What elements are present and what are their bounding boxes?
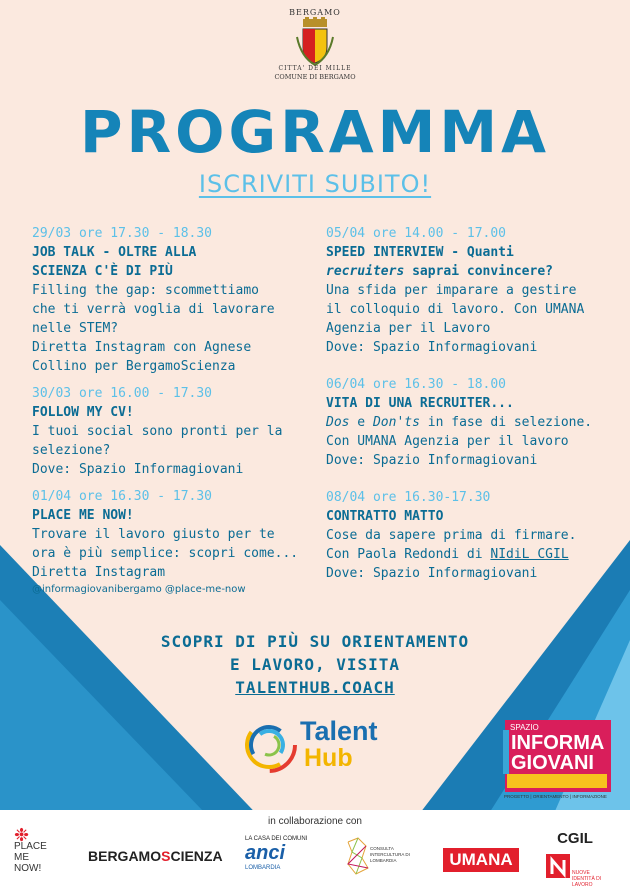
bgs-part: CIENZA xyxy=(170,848,223,864)
event-name: FOLLOW MY CV! xyxy=(32,405,134,420)
event-desc: Dove: Spazio Informagiovani xyxy=(326,566,538,581)
event-name-line2 xyxy=(326,262,598,281)
event-name-rest: saprai convincere? xyxy=(404,264,553,279)
talent-hub-line2: Hub xyxy=(304,744,353,772)
event-desc: Dove: Spazio Informagiovani xyxy=(32,462,244,477)
place-me-now-icon: ❉ xyxy=(14,825,30,845)
event-date: 05/04 ore 14.00 - 17.00 xyxy=(326,226,507,241)
cgil-nidil-logo xyxy=(544,830,606,890)
event-desc: Con UMANA Agenzia per il lavoro xyxy=(326,434,569,449)
desc-text: Con Paola Redondi di xyxy=(326,547,491,562)
event-desc: Cose da sapere prima di firmare. xyxy=(326,528,577,543)
informagiovani-tagline: PROGETTO | ORIENTAMENTO | INFORMAZIONE xyxy=(504,794,607,799)
subscribe-link[interactable]: ISCRIVITI SUBITO! xyxy=(198,170,432,198)
bgs-part: BERGAMO xyxy=(88,848,162,864)
event-name: JOB TALK - OLTRE ALLA xyxy=(32,245,197,260)
informagiovani-line1: INFORMA xyxy=(511,732,605,754)
event-name: VITA DI UNA RECRUITER... xyxy=(326,396,514,411)
comune-bergamo-crest xyxy=(268,8,362,81)
event-desc: Collino per BergamoScienza xyxy=(32,359,236,374)
event-date: 01/04 ore 16.30 - 17.30 xyxy=(32,489,213,504)
event-desc: Dove: Spazio Informagiovani xyxy=(326,453,538,468)
event-desc: nelle STEM? xyxy=(32,321,119,336)
event-desc: Dove: Spazio Informagiovani xyxy=(326,340,538,355)
event-desc-line2 xyxy=(326,545,598,564)
cgil-sub: NUOVE IDENTITÀ DI LAVORO xyxy=(572,870,602,888)
cta-line: SCOPRI DI PIÙ SU ORIENTAMENTO xyxy=(160,632,470,651)
events-column-left xyxy=(32,224,304,606)
nidil-icon xyxy=(546,850,572,880)
cgil-text: CGIL xyxy=(557,830,593,847)
informagiovani-line2: GIOVANI xyxy=(511,752,594,774)
placeme-line: NOW! xyxy=(14,863,42,874)
event-desc: Filling the gap: scommettiamo xyxy=(32,283,259,298)
event-desc: il colloquio di lavoro. Con UMANA xyxy=(326,302,585,317)
event-desc: Diretta Instagram con Agnese xyxy=(32,340,252,355)
event-date: 06/04 ore 16.30 - 18.00 xyxy=(326,377,507,392)
desc-text: e xyxy=(349,415,373,430)
event-desc: che ti verrà voglia di lavorare xyxy=(32,302,275,317)
event-desc: selezione? xyxy=(32,443,111,458)
bgs-part: S xyxy=(161,848,171,864)
event-desc-line1 xyxy=(326,413,598,432)
bergamoscienza-logo xyxy=(88,848,223,864)
anci-lombardia-logo xyxy=(245,836,319,874)
event-name: SCIENZA C'È DI PIÙ xyxy=(32,264,173,279)
informagiovani-logo xyxy=(505,720,611,792)
talent-hub-line1: Talent xyxy=(300,716,378,746)
desc-italic: Dos xyxy=(326,415,350,430)
collaboration-label: in collaborazione con xyxy=(268,816,362,827)
event-desc: Trovare il lavoro giusto per te xyxy=(32,527,275,542)
event-name: SPEED INTERVIEW - Quanti xyxy=(326,245,514,260)
talenthub-link[interactable]: TALENTHUB.COACH xyxy=(235,678,395,697)
partner-logos xyxy=(0,826,630,891)
event-name: PLACE ME NOW! xyxy=(32,508,134,523)
anci-small: LA CASA DEI COMUNI xyxy=(245,836,308,842)
desc-italic: Don'ts xyxy=(372,415,420,430)
event-desc: Agenzia per il Lavoro xyxy=(326,321,491,336)
events-column-right xyxy=(326,224,598,591)
event-desc: I tuoi social sono pronti per la xyxy=(32,424,283,439)
anci-lomb: LOMBARDIA xyxy=(245,865,281,871)
event-desc: ora è più semplice: scopri come... xyxy=(32,546,299,561)
placeme-line: PLACE xyxy=(14,841,47,852)
event-contratto-matto xyxy=(326,488,598,583)
nidil-cgil-link[interactable]: NIdiL CGIL xyxy=(490,547,569,562)
coat-of-arms-icon xyxy=(295,17,335,67)
event-job-talk xyxy=(32,224,304,376)
consulta-network-icon xyxy=(344,836,370,876)
informagiovani-spazio: SPAZIO xyxy=(510,723,539,732)
umana-logo: UMANA xyxy=(443,848,519,872)
talent-hub-swirl-icon xyxy=(238,712,300,774)
desc-text: in fase di selezione. xyxy=(419,415,593,430)
instagram-handles[interactable]: @informagiovanibergamo @place-me-now xyxy=(32,584,246,595)
crest-motto: CITTA' DEI MILLE xyxy=(278,65,352,72)
event-vita-recruiter xyxy=(326,375,598,470)
consulta-logo xyxy=(344,836,420,876)
event-name: CONTRATTO MATTO xyxy=(326,509,444,524)
event-place-me-now xyxy=(32,487,304,598)
event-desc: Una sfida per imparare a gestire xyxy=(326,283,577,298)
event-speed-interview xyxy=(326,224,598,357)
event-follow-my-cv xyxy=(32,384,304,479)
informagiovani-yellow-band xyxy=(507,774,607,788)
talent-hub-logo xyxy=(238,712,398,774)
comune-label: COMUNE DI BERGAMO xyxy=(274,73,356,81)
event-name-italic: recruiters xyxy=(326,264,405,279)
consulta-text: CONSULTA INTERCULTURA DI LOMBARDIA xyxy=(370,846,410,863)
placeme-line: ME xyxy=(14,852,29,863)
call-to-action xyxy=(0,630,630,699)
event-date: 29/03 ore 17.30 - 18.30 xyxy=(32,226,213,241)
event-desc: Diretta Instagram xyxy=(32,565,166,580)
informagiovani-accent-bar xyxy=(503,730,509,774)
page-title: PROGRAMMA xyxy=(80,98,550,166)
crest-city-name: BERGAMO xyxy=(289,8,341,17)
event-date: 08/04 ore 16.30-17.30 xyxy=(326,490,491,505)
cta-line: E LAVORO, VISITA xyxy=(229,655,401,674)
anci-big: anci xyxy=(245,842,286,864)
event-date: 30/03 ore 16.00 - 17.30 xyxy=(32,386,213,401)
place-me-now-logo xyxy=(14,825,58,874)
